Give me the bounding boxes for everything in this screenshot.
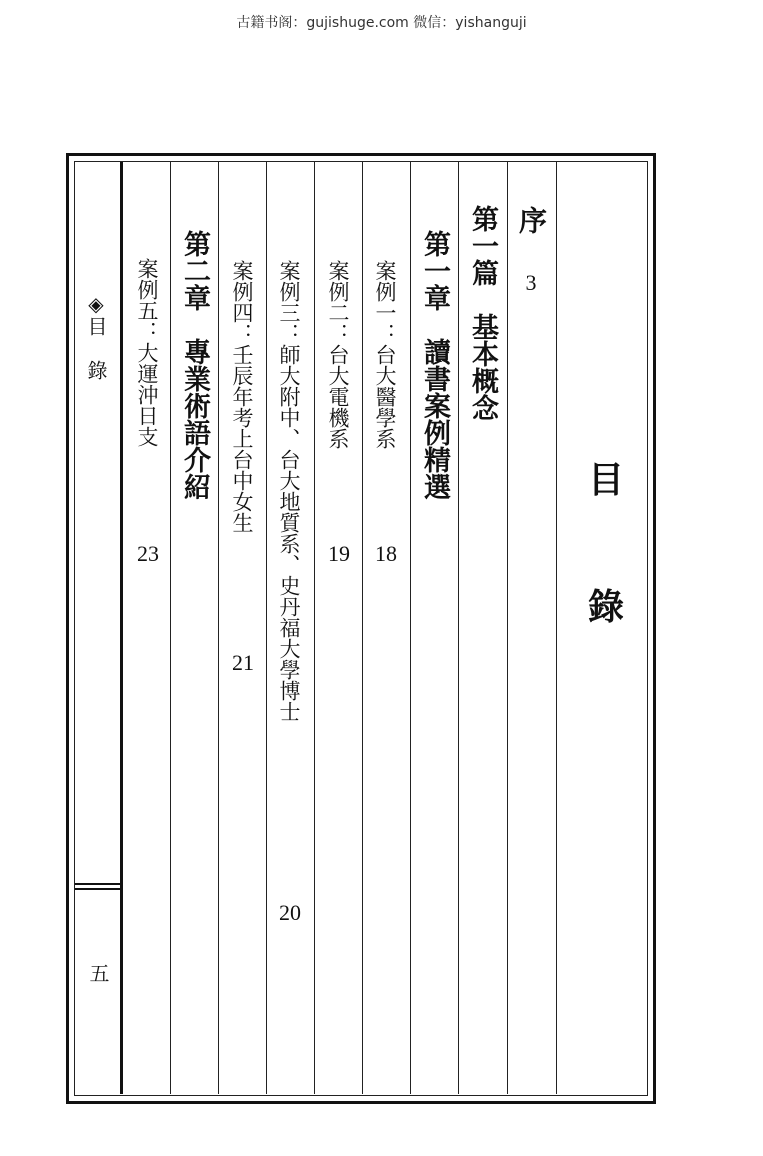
toc-chapter-2[interactable]: 第二章 專業術語介紹 xyxy=(179,230,210,500)
toc-case-5-page: 23 xyxy=(137,541,159,566)
toc-case-2-page: 19 xyxy=(328,541,350,566)
sidebar-separator xyxy=(75,883,120,885)
sidebar-divider xyxy=(120,162,123,1094)
sidebar-separator xyxy=(75,888,120,890)
column-rule xyxy=(458,162,459,1094)
toc-case-4[interactable]: 案例四：壬辰年考上台中女生 xyxy=(230,260,254,533)
toc-case-2[interactable]: 案例二：台大電機系 xyxy=(326,260,350,449)
column-rule xyxy=(556,162,557,1094)
toc-preface[interactable]: 序 xyxy=(515,206,548,234)
toc-preface-page: 3 xyxy=(525,270,537,295)
sidebar-page-number: 五 xyxy=(86,963,110,983)
column-rule xyxy=(507,162,508,1094)
column-rule xyxy=(170,162,171,1094)
column-rule xyxy=(410,162,411,1094)
column-rule xyxy=(314,162,315,1094)
toc-chapter-1[interactable]: 第一章 讀書案例精選 xyxy=(419,230,450,500)
toc-case-1[interactable]: 案例一：台大醫學系 xyxy=(373,260,397,449)
toc-part-1[interactable]: 第一篇 基本概念 xyxy=(467,205,498,421)
toc-case-1-page: 18 xyxy=(375,541,397,566)
title-char-1: 目 xyxy=(587,460,625,501)
title-char-2: 錄 xyxy=(587,587,625,628)
column-rule xyxy=(218,162,219,1094)
sidebar-label: ◈目 錄 xyxy=(84,292,108,380)
toc-case-4-page: 21 xyxy=(232,650,254,675)
toc-case-3-page: 20 xyxy=(279,900,301,925)
column-rule xyxy=(362,162,363,1094)
page-inner-border xyxy=(74,161,648,1096)
toc-case-3[interactable]: 案例三：師大附中、台大地質系、史丹福大學博士 xyxy=(277,260,301,722)
toc-case-5[interactable]: 案例五：大運沖日支 xyxy=(135,258,159,447)
column-rule xyxy=(266,162,267,1094)
watermark-header: 古籍书阁：gujishuge.com 微信：yishanguji xyxy=(236,15,527,31)
